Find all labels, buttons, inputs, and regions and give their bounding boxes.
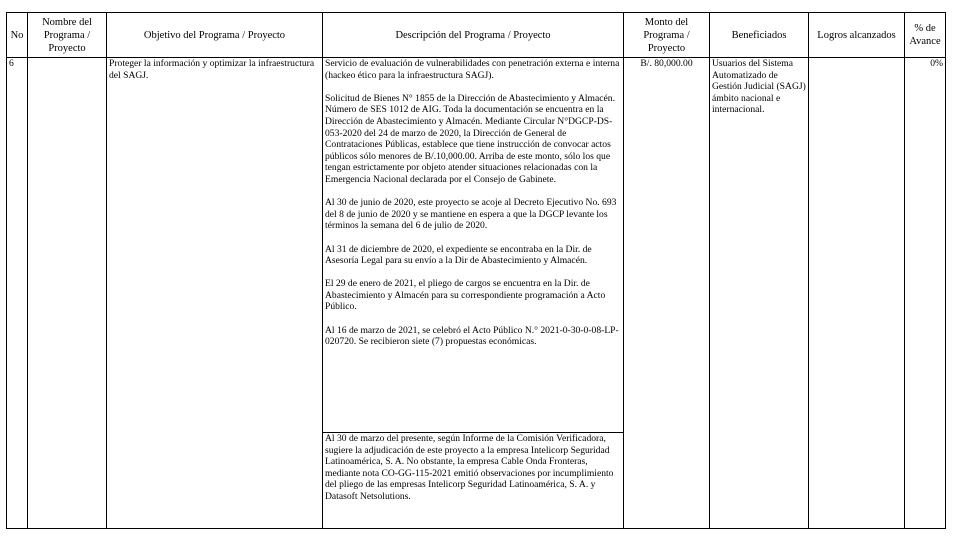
table-row (7, 58, 946, 433)
descripcion-paragraph: Al 31 de diciembre de 2020, el expediente se encontraba en la Dir. de Asesoría Legal para su envío a la Dir de Abastecimiento y Almacén. (325, 243, 592, 267)
header-logros: Logros alcanzados (809, 13, 905, 58)
cell-monto: B/. 80,000.00 (624, 58, 710, 529)
cell-logros (809, 58, 905, 529)
cell-nombre (28, 58, 107, 529)
cell-no: 6 (7, 58, 28, 529)
header-monto: Monto del Programa / Proyecto (624, 13, 710, 58)
header-nombre: Nombre del Programa / Proyecto (28, 13, 107, 58)
header-row (7, 13, 946, 58)
cell-objetivo: Proteger la información y optimizar la infraestructura del SAGJ. (107, 58, 323, 529)
descripcion-paragraph: Solicitud de Bienes N° 1855 de la Dirección de Abastecimiento y Almacén. Número de SES 1012 de AIG. Toda la documentación se encuentra en la Dirección de Abastecimiento y Almacén. Mediante Circular N°DGCP-DS-053-2020 del 24 de marzo de 2020, la Dirección de General de Contrataciones Públicas, establece que tiene instrucción de convocar actos públicos sólo menores de B/.10,000.00. Arriba de este monto, sólo los que tengan estrictamente por objeto atender situaciones relacionadas con la Emergencia Nacional declarada por el Consejo de Gabinete. (325, 92, 615, 185)
descripcion-paragraph: Al 16 de marzo de 2021, se celebró el Acto Público N.° 2021-0-30-0-08-LP-020720. Se recibieron siete (7) propuestas económicas. (325, 324, 619, 348)
header-beneficiados: Beneficiados (710, 13, 809, 58)
cell-descripcion-cont (323, 433, 624, 529)
project-table (6, 12, 946, 529)
header-objetivo: Objetivo del Programa / Proyecto (107, 13, 323, 58)
descripcion-paragraph: Al 30 de marzo del presente, según Informe de la Comisión Verificadora, sugiere la adjudicación de este proyecto a la empresa Intelicorp Seguridad Latinoamérica, S. A. No obstante, la empresa Cable Onda Fronteras, mediante nota CO-GG-115-2021 emitió observaciones por incumplimiento del pliego de las empresas Intelicorp Seguridad Latinoamérica, S. A. y Datasoft Netsolutions. (325, 433, 614, 502)
descripcion-paragraph: Al 30 de junio de 2020, este proyecto se acoje al Decreto Ejecutivo No. 693 del 8 de junio de 2020 y se mantiene en espera a que la DGCP levante los términos la semana del 6 de julio de 2020. (325, 197, 617, 232)
descripcion-paragraph: El 29 de enero de 2021, el pliego de cargos se encuentra en la Dir. de Abastecimiento y Almacén para su correspondiente programación a Acto Público. (325, 278, 606, 313)
header-descripcion: Descripción del Programa / Proyecto (323, 13, 624, 58)
cell-avance: 0% (905, 58, 946, 529)
header-avance: % de Avance (905, 13, 946, 58)
cell-beneficiados: Usuarios del Sistema Automatizado de Gestión Judicial (SAGJ) ámbito nacional e internacional. (710, 58, 809, 529)
header-no: No (7, 13, 28, 58)
cell-descripcion (323, 58, 624, 433)
descripcion-paragraph: Servicio de evaluación de vulnerabilidades con penetración externa e interna (hackeo ético para la infraestructura SAGJ). (325, 58, 620, 81)
